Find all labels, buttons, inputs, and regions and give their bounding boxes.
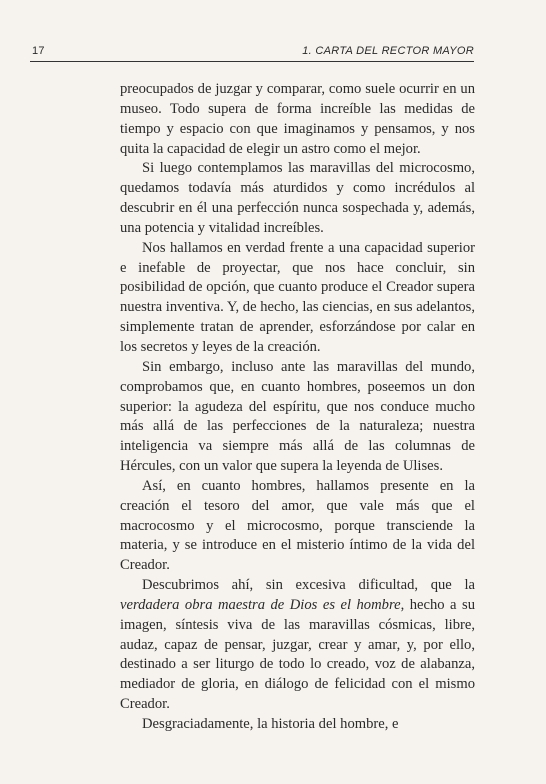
page-header xyxy=(30,44,474,60)
paragraph: Así, en cuanto hombres, hallamos presente en la creación el tesoro del amor, que vale más que el macrocosmo y el microcosmo, porque transciende la materia, y se introduce en el misterio íntimo de la vida del Creador. xyxy=(120,477,475,574)
paragraph: Sin embargo, incluso ante las maravillas del mundo, comprobamos que, en cuanto hombres, poseemos un don superior: la agudeza del espíritu, que nos conduce mucho más allá de las perfecciones de la naturaleza; nuestra inteligencia va siempre más allá de las columnas de Hércules, con un valor que supera la leyenda de Ulises. xyxy=(120,358,475,475)
paragraph: Si luego contemplamos las maravillas del microcosmo, quedamos todavía más aturdidos y como incrédulos al descubrir en él una perfección nunca sospechada y, además, una potencia y vitalidad increíbles. xyxy=(120,160,475,236)
header-rule xyxy=(30,61,474,62)
paragraph: Desgraciadamente, la historia del hombre, e xyxy=(142,716,399,732)
paragraph: preocupados de juzgar y comparar, como suele ocurrir en un museo. Todo supera de forma increíble las medidas de tiempo y espacio con que imaginamos y pensamos, y nos quita la capacidad de elegir un astro como el mejor. xyxy=(120,81,475,157)
paragraph-text: Descubrimos ahí, sin excesiva dificultad, que la xyxy=(142,577,475,594)
page-number: 17 xyxy=(32,45,45,57)
body-text xyxy=(120,80,475,735)
emphasized-phrase: verdadera obra maestra de Dios es el hombre xyxy=(120,596,401,613)
paragraph xyxy=(120,576,475,715)
paragraph-text: , hecho a su imagen, síntesis viva de las maravillas cósmicas, libre, audaz, capaz de pensar, juzgar, crear y amar, y, por ello, destinado a ser liturgo de todo lo creado, voz de alabanza, mediador de gloria, en diálogo de felicidad con el mismo Creador. xyxy=(120,596,475,713)
running-head: 1. CARTA DEL RECTOR MAYOR xyxy=(302,45,474,57)
paragraph: Nos hallamos en verdad frente a una capacidad superior e inefable de proyectar, que nos hace concluir, sin posibilidad de opción, que cuanto produce el Creador supera nuestra inventiva. Y, de hecho, las ciencias, en sus adelantos, simplemente tratan de aprender, esforzándose por calar en los secretos y leyes de la creación. xyxy=(120,239,476,355)
